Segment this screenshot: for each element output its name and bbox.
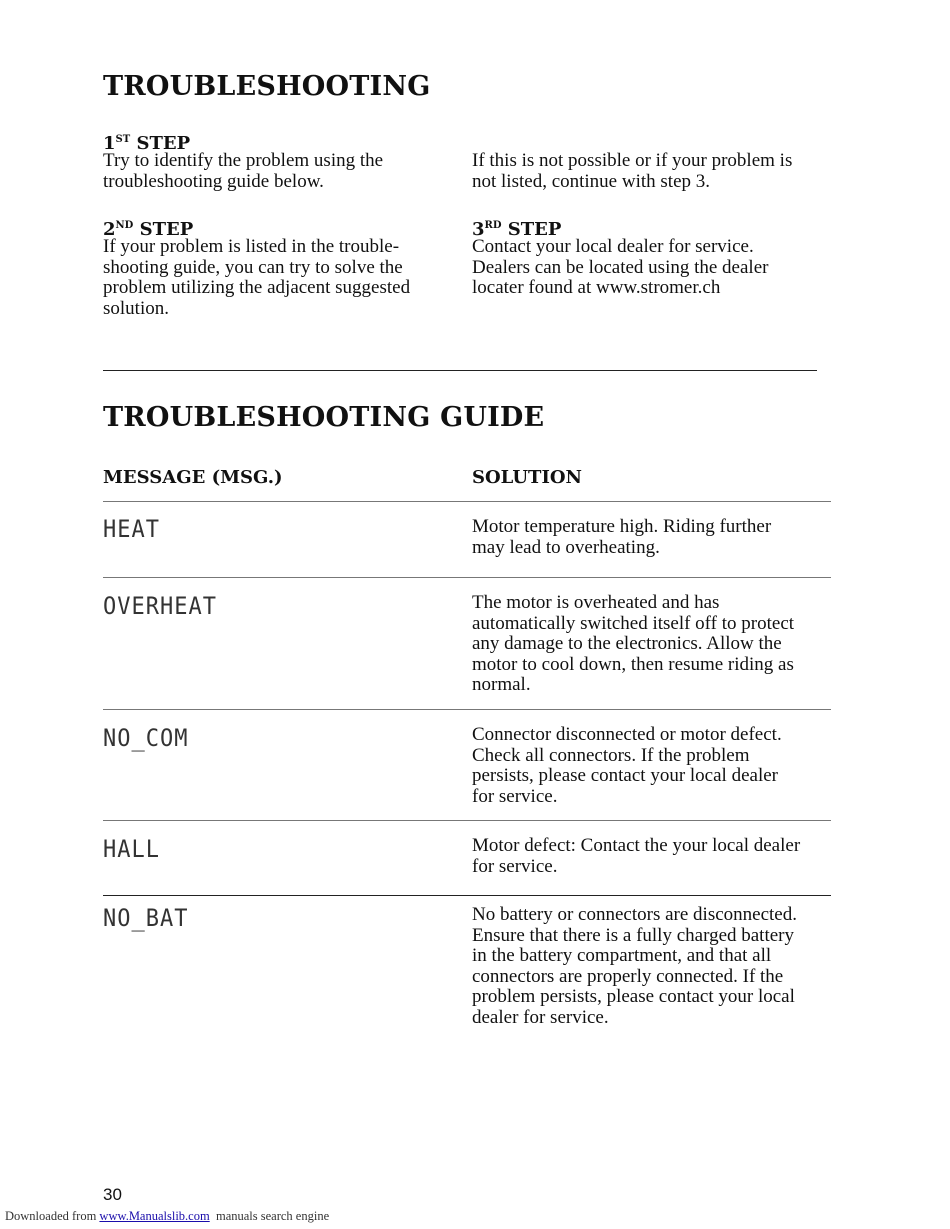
- page-title: TROUBLESHOOTING: [103, 71, 431, 102]
- manualslib-link[interactable]: www.Manualslib.com: [99, 1209, 210, 1223]
- step-1-text: Try to identify the problem using the troubleshooting guide below.: [103, 150, 384, 192]
- step-1-continued-text: If this is not possible or if your problem is not listed, continue with step 3.: [472, 150, 793, 192]
- column-header-solution: SOLUTION: [472, 467, 582, 488]
- table-rule: [103, 577, 831, 578]
- step-2-heading: 2ND STEP: [103, 219, 194, 240]
- table-rule: [103, 895, 831, 896]
- guide-title: TROUBLESHOOTING GUIDE: [103, 402, 545, 433]
- table-row-message: HEAT: [103, 516, 160, 544]
- section-divider: [103, 370, 817, 371]
- table-row-message: NO_BAT: [103, 905, 189, 933]
- table-rule: [103, 820, 831, 821]
- table-row-message: NO_COM: [103, 725, 189, 753]
- table-row-solution: Motor defect: Contact the your local dealer for service.: [472, 835, 801, 877]
- table-rule: [103, 709, 831, 710]
- column-header-message: MESSAGE (MSG.): [103, 467, 283, 488]
- table-row-solution: The motor is overheated and has automatically switched itself off to protect any damage to the electronics. Allow the motor to cool down, then resume riding as normal.: [472, 592, 795, 696]
- page-number: 30: [103, 1185, 122, 1204]
- step-3-text: Contact your local dealer for service. Dealers can be located using the dealer locater found at www.stromer.ch: [472, 236, 769, 299]
- table-row-solution: No battery or connectors are disconnected. Ensure that there is a fully charged battery in the battery compartment, and that all connectors are properly connected. If the problem persists, please contact your local dealer for service.: [472, 904, 797, 1028]
- table-row-message: HALL: [103, 836, 160, 864]
- download-footer: Downloaded from www.Manualslib.com manuals search engine: [5, 1209, 330, 1223]
- table-rule: [103, 501, 831, 502]
- table-row-solution: Connector disconnected or motor defect. Check all connectors. If the problem persists, please contact your local dealer for service.: [472, 724, 782, 807]
- table-row-solution: Motor temperature high. Riding further may lead to overheating.: [472, 516, 772, 558]
- step-2-text: If your problem is listed in the trouble- shooting guide, you can try to solve the problem utilizing the adjacent suggested solution.: [103, 236, 411, 319]
- step-3-heading: 3RD STEP: [472, 219, 562, 240]
- table-row-message: OVERHEAT: [103, 593, 217, 621]
- step-1-heading: 1ST STEP: [103, 133, 191, 154]
